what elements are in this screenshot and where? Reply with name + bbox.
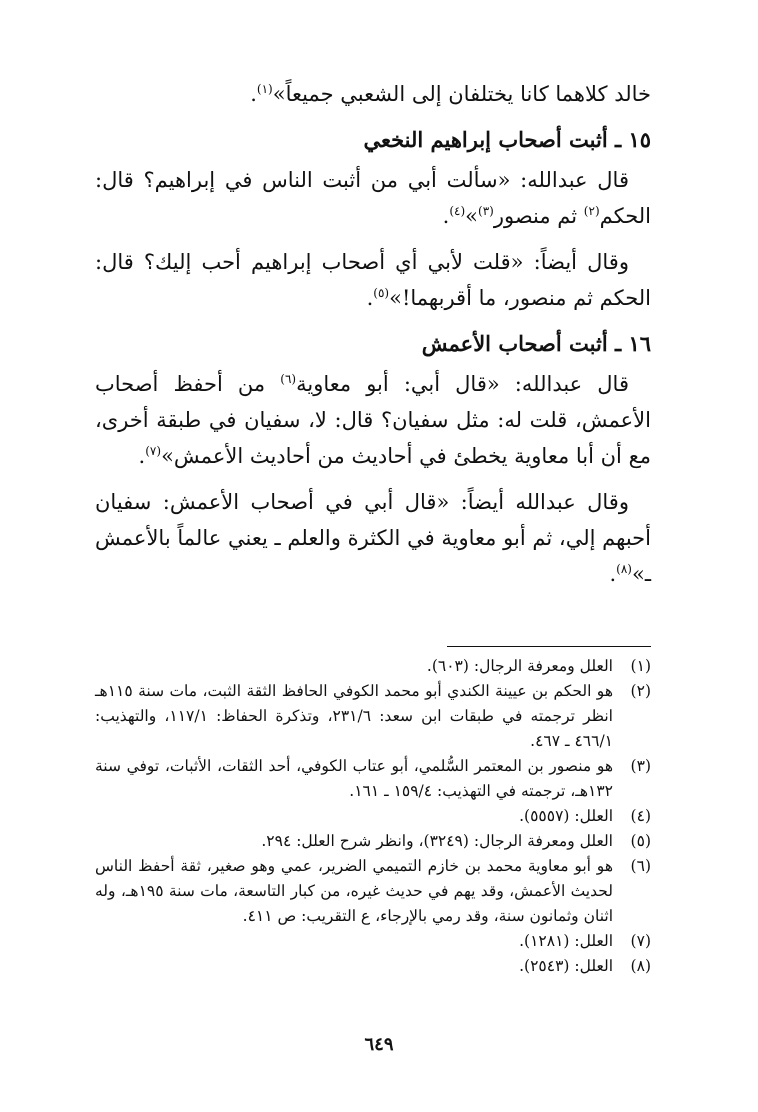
footnote-number: (٤) (630, 807, 651, 825)
footnote-5 (95, 829, 651, 854)
footnote-text: هو الحكم بن عيينة الكندي أبو محمد الكوفي الحافظ الثقة الثبت، مات سنة ١١٥هـ انظر ترجمته في طبقات ابن سعد: ٢٣١/٦، وتذكرة الحفاظ: ١١٧/١، والتهذيب: ٤٦٦/١ ـ ٤٦٧. (95, 682, 613, 750)
main-text (95, 76, 651, 592)
page-number: ٦٤٩ (364, 1034, 394, 1055)
footnote-ref-2[interactable]: (٢) (583, 204, 600, 218)
footnote-ref-3[interactable]: (٣) (478, 204, 494, 218)
footnote-number: (٣) (630, 757, 651, 775)
paragraph-16-1: قال عبدالله: «قال أبي: أبو معاوية$^{(٦)}$ من أحفظ أصحاب الأعمش، قلت له: مثل سفيان؟ قال: لا، سفيان في طبقة أخرى، مع أن أبا معاوية يخطئ في أحاديث من أحاديث الأعمش»$^{(٧)}$. (95, 372, 651, 468)
footnote-1 (95, 654, 651, 679)
footnote-ref-5[interactable]: (٥) (373, 286, 390, 300)
footnote-text: العلل: (٥٥٥٧). (519, 807, 613, 825)
footnote-ref-7[interactable]: (٧) (145, 444, 162, 458)
footnote-ref-6[interactable]: (٦) (280, 372, 297, 386)
footnote-number: (٥) (630, 832, 651, 850)
footnote-text: العلل ومعرفة الرجال: (٣٢٤٩)، وانظر شرح العلل: ٢٩٤. (261, 832, 613, 850)
footnote-number: (٧) (630, 932, 651, 950)
paragraph-15-2: وقال أيضاً: «قلت لأبي أي أصحاب إبراهيم أحب إليك؟ قال: الحكم ثم منصور، ما أقربهما!»$^{(٥)}$. (95, 250, 651, 310)
section-heading-16: ١٦ ـ أثبت أصحاب الأعمش (421, 331, 651, 356)
footnote-divider (447, 646, 651, 647)
footnote-number: (٨) (630, 957, 651, 975)
footnote-3 (95, 754, 651, 804)
footnote-ref-1[interactable]: (١) (256, 82, 273, 96)
footnote-number: (١) (630, 657, 651, 675)
paragraph-15-1: قال عبدالله: «سألت أبي من أثبت الناس في إبراهيم؟ قال: الحكم$^{(٢)}$ ثم منصور$^{(٣)}$»$^{(٤)}$. (95, 168, 651, 228)
footnote-ref-8[interactable]: (٨) (616, 562, 632, 576)
footnote-number: (٢) (630, 682, 651, 700)
footnote-text: العلل: (١٢٨١). (519, 932, 613, 950)
footnote-2 (95, 679, 651, 754)
footnote-8 (95, 954, 651, 979)
footnote-ref-4[interactable]: (٤) (449, 204, 466, 218)
footnote-text: العلل ومعرفة الرجال: (٦٠٣). (426, 657, 613, 675)
footnote-7 (95, 929, 651, 954)
footnotes (95, 654, 651, 979)
footnote-number: (٦) (630, 857, 651, 875)
paragraph-16-2: وقال عبدالله أيضاً: «قال أبي في أصحاب الأعمش: سفيان أحبهم إلي، ثم أبو معاوية في الكثرة والعلم ـ يعني عالماً بالأعمش ـ»$^{(٨)}$. (95, 490, 651, 586)
footnote-text: هو أبو معاوية محمد بن خازم التميمي الضرير، عمي وهو صغير، ثقة أحفظ الناس لحديث الأعمش، وقد يهم في حديث غيره، من كبار التاسعة، مات سنة ١٩٥هـ، وله اثنان وثمانون سنة، وقد رمي بالإرجاء، ع التقريب: ص ٤١١. (95, 857, 613, 925)
footnote-text: العلل: (٢٥٤٣). (519, 957, 613, 975)
section-heading-15: ١٥ ـ أثبت أصحاب إبراهيم النخعي (363, 127, 651, 152)
continued-line: خالد كلاهما كانا يختلفان إلى الشعبي جميعاً»$^{(١)}$. (250, 82, 651, 106)
footnote-text: هو منصور بن المعتمر السُّلمي، أبو عتاب الكوفي، أحد الثقات، الأثبات، توفي سنة ١٣٢هـ، ترجمته في التهذيب: ١٥٩/٤ ـ ١٦١. (95, 757, 613, 800)
footnote-6 (95, 854, 651, 929)
footnote-4 (95, 804, 651, 829)
